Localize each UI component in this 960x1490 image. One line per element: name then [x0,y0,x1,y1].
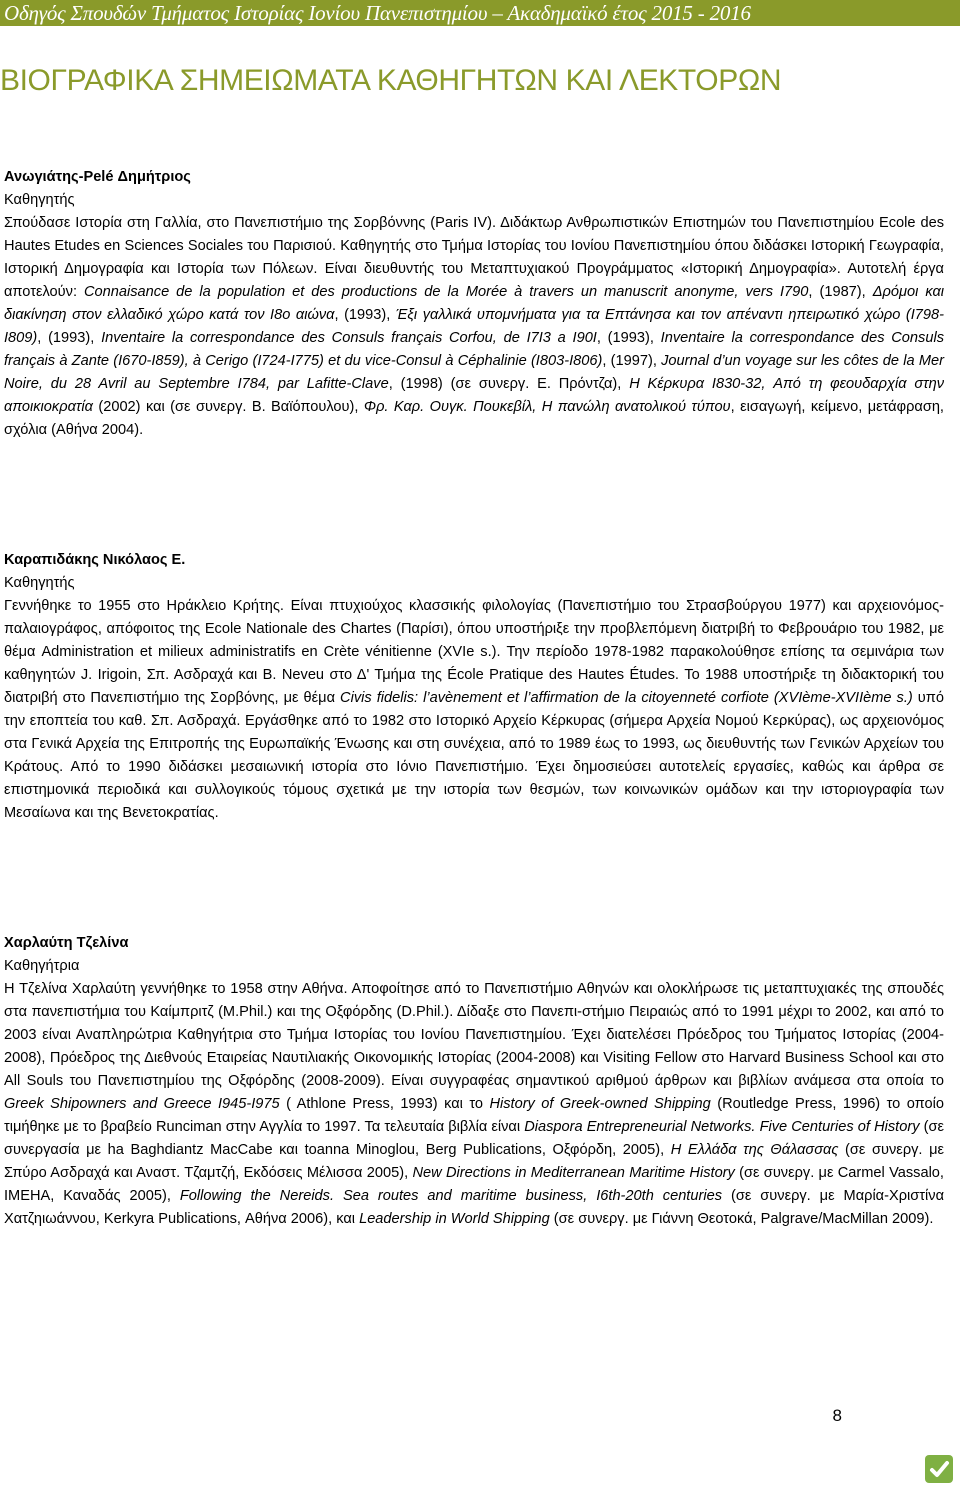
bio-italic-title: Έξι γαλλικά υπομνήματα για τα Επτάνησα και τον απέναντι ηπειρωτικό χώρο (I798-I809) [4,307,945,346]
bio-text: (σε συνεργ. με Σπύρο Ασδραχά και Αναστ. Τζαμτζή, Εκδόσεις Μέλισσα 2005), [4,1142,944,1181]
bio-text: , (1997), [602,353,662,369]
bio-italic-title: Inventaire la correspondance des Consuls français Corfou, de I7I3 a I90I [101,330,597,346]
person-role: Καθηγητής [4,575,75,591]
bio-text: , (1993), [334,307,396,323]
bio-text: , εισαγωγή, κείμενο, μετάφραση, σχόλια (Αθήνα 2004). [4,399,944,438]
bio-paragraph [4,595,944,825]
bio-text: (2002) και (σε συνεργ. Β. Βαϊόπουλου), [92,399,364,415]
bio-italic-title: Η Ελλάδα της Θάλασσας [670,1142,839,1158]
bio-italic-title: Connaisance de la population et des productions de la Morée à travers un manuscrit anonyme, vers I790 [84,284,809,300]
bio-italic-title: Η Κέρκυρα I830-32, Από τη φεουδαρχία στην αποικιοκρατία [4,376,945,415]
person-name: Ανωγιάτης-Pelé Δημήτριος [4,169,191,185]
bio-text: (σε συνεργ. με Μαρία-Χριστίνα Χατζηιωάννου, Kerkyra Publications, Αθήνα 2006), και [4,1188,945,1227]
running-header: Οδηγός Σπουδών Τμήματος Ιστορίας Ιονίου Πανεπιστημίου – Ακαδημαϊκό έτος 2015 - 2016 [4,1,751,25]
bio-italic-title: Following the Nereids. Sea routes and maritime business, I6th-20th centuries [179,1188,722,1204]
check-badge-icon [922,1452,956,1486]
person-role: Καθηγητής [4,192,75,208]
bio-text: (σε συνεργασία με ha Baghdiantz MacCabe και toanna Minoglou, Berg Publications, Οξφόρδη, 2005), [4,1119,944,1158]
bio-paragraph [4,212,944,442]
person-name: Καραπιδάκης Νικόλαος Ε. [4,552,186,568]
page-number: 8 [832,1406,842,1425]
bio-italic-title: Civis fidelis: l’avènement et l’affirmation de la citoyenneté corfiote (XVIème-XVIIème s.) [340,690,913,706]
bio-italic-title: Δρόμοι και διακίνηση στον ελλαδικό χώρο κατά τον I8ο αιώνα [4,284,945,323]
bio-italic-title: Inventaire la correspondance des Consuls français à Zante (I670-I859), à Cerigo (I724-I775) et du vice-Consul à Céphalinie (I803-I806) [4,330,944,369]
bio-text: Σπούδασε Ιστορία στη Γαλλία, στο Πανεπιστήμιο της Σορβόννης (Paris IV). Διδάκτωρ Ανθρωπιστικών Επιστημών του Πανεπιστημίου Ecole des Hautes Etudes en Sciences Sociales του Παρισιού. Καθηγητής στο Τμήμα Ιστορίας του Ιονίου Πανεπιστημίου όπου διδάσκει Ιστορική Γεωγραφία, Ιστορική Δημογραφία και Ιστορία των Πόλεων. Είναι διευθυντής του Μεταπτυχιακού Προγράμματος «Ιστορική Δημογραφία». Αυτοτελή έργα αποτελούν: [4,215,944,300]
bio-entry [4,166,944,442]
bio-italic-title: Diaspora Entrepreneurial Networks. Five Centuries of History [524,1119,920,1135]
bio-italic-title: Leadership in World Shipping [359,1211,550,1227]
bio-text: , (1993), [37,330,102,346]
page-title: ΒΙΟΓΡΑΦΙΚΑ ΣΗΜΕΙΩΜΑΤΑ ΚΑΘΗΓΗΤΩΝ ΚΑΙ ΛΕΚΤΟΡΩΝ [0,64,782,97]
bio-text: Η Τζελίνα Χαρλαύτη γεννήθηκε το 1958 στην Αθήνα. Αποφοίτησε από το Πανεπιστήμιο Αθηνών και ολοκλήρωσε τις μεταπτυχιακές της σπουδές στα πανεπιστήμια του Καίμπριτζ (M.Phil.) και της Οξφόρδης (D.Phil.). Δίδαξε στο Πανεπι-στήμιο Πειραιώς από το 1991 μέχρι το 2002, και από το 2003 είναι Αναπληρώτρια Καθηγήτρια στο Τμήμα Ιστορίας του Ιονίου Πανεπιστημίου. Έχει διατελέσει Πρόεδρος του Τμήματος Ιστορίας (2004-2008), Πρόεδρος της Διεθνούς Εταιρείας Ναυτιλιακής Οικονομικής Ιστορίας (2004-2008) και Visiting Fellow στο Harvard Business School και στο All Souls του Πανεπιστημίου της Οξφόρδης (2008-2009). Είναι συγγραφέας σημαντικού αριθμού άρθρων και βιβλίων ανάμεσα στα οποία το [4,981,944,1089]
bio-text: υπό την εποπτεία του καθ. Σπ. Ασδραχά. Εργάσθηκε από το 1982 στο Ιστορικό Αρχείο Κέρκυρας (σήμερα Αρχεία Νομού Κερκύρας), ως αρχειονόμος στα Γενικά Αρχεία της Επιτροπής της Ευρωπαϊκής Ένωσης και στη συνέχεια, από το 1989 έως το 1993, ως διευθυντής των Γενικών Αρχείων του Κράτους. Από το 1990 διδάσκει μεσαιωνική ιστορία στο Ιόνιο Πανεπιστήμιο. Έχει δημοσιεύσει αυτοτελείς εργασίες, καθώς και άρθρα σε επιστημονικά περιοδικά και συλλογικούς τόμους σχετικά με την ιστορία των θεσμών, των κοινωνικών ομάδων και την ιστοριογραφία των Μεσαίωνα και της Βενετοκρατίας. [4,690,944,821]
person-role: Καθηγήτρια [4,958,80,974]
bio-italic-title: History of Greek-owned Shipping [489,1096,711,1112]
bio-text: (Routledge Press, 1996) το οποίο τιμήθηκε με το βραβείο Runciman στην Αγγλία το 1997. Τα τελευταία βιβλία είναι [4,1096,944,1135]
bio-text: (σε συνεργ. με Γιάννη Θεοτοκά, Palgrave/MacMillan 2009). [549,1211,934,1227]
bio-text: (σε συνεργ. με Carmel Vassalo, IMEHA, Καναδάς 2005), [4,1165,944,1204]
bio-italic-title: New Directions in Mediterranean Maritime History [412,1165,735,1181]
bio-text: Γεννήθηκε το 1955 στο Ηράκλειο Κρήτης. Είναι πτυχιούχος κλασσικής φιλολογίας (Πανεπιστήμιο του Στρασβούργου 1977) και αρχειονόμος-παλαιογράφος, απόφοιτος της Ecole Nationale des Chartes (Παρίσι), όπου υποστήριξε την προβλεπόμενη διατριβή το Φεβρουάριο του 1982, με θέμα Administration et milieux administratifs en Crète vénitienne (XVIe s.). Την περίοδο 1978-1982 παρακολούθησε επίσης τα σεμινάρια των καθηγητών J. Irigoin, Σπ. Ασδραχά και B. Neveu στο Δ' Τμήμα της École Pratique des Hautes Études. Το 1988 υποστήριξε τη διδακτορική του διατριβή στο Πανεπιστήμιο της Σορβόνης, με θέμα [4,598,944,706]
bio-text: ( Athlone Press, 1993) και το [279,1096,490,1112]
bio-text: , (1998) (σε συνεργ. Ε. Πρόντζα), [388,376,630,392]
bio-italic-title: Φρ. Καρ. Ουγκ. Πουκεβίλ, Η πανώλη ανατολικού τύπου [363,399,731,415]
person-name: Χαρλαύτη Τζελίνα [4,935,129,951]
bio-entry [4,932,944,1231]
bio-paragraph [4,978,944,1231]
bio-italic-title: Journal d’un voyage sur les côtes de la Mer Noire, du 28 Avril au Septembre I784, par Lafitte-Clave [4,353,944,392]
bio-entry [4,549,944,825]
bio-text: , (1987), [808,284,873,300]
bio-text: , (1993), [596,330,661,346]
bio-italic-title: Greek Shipowners and Greece I945-I975 [4,1096,280,1112]
